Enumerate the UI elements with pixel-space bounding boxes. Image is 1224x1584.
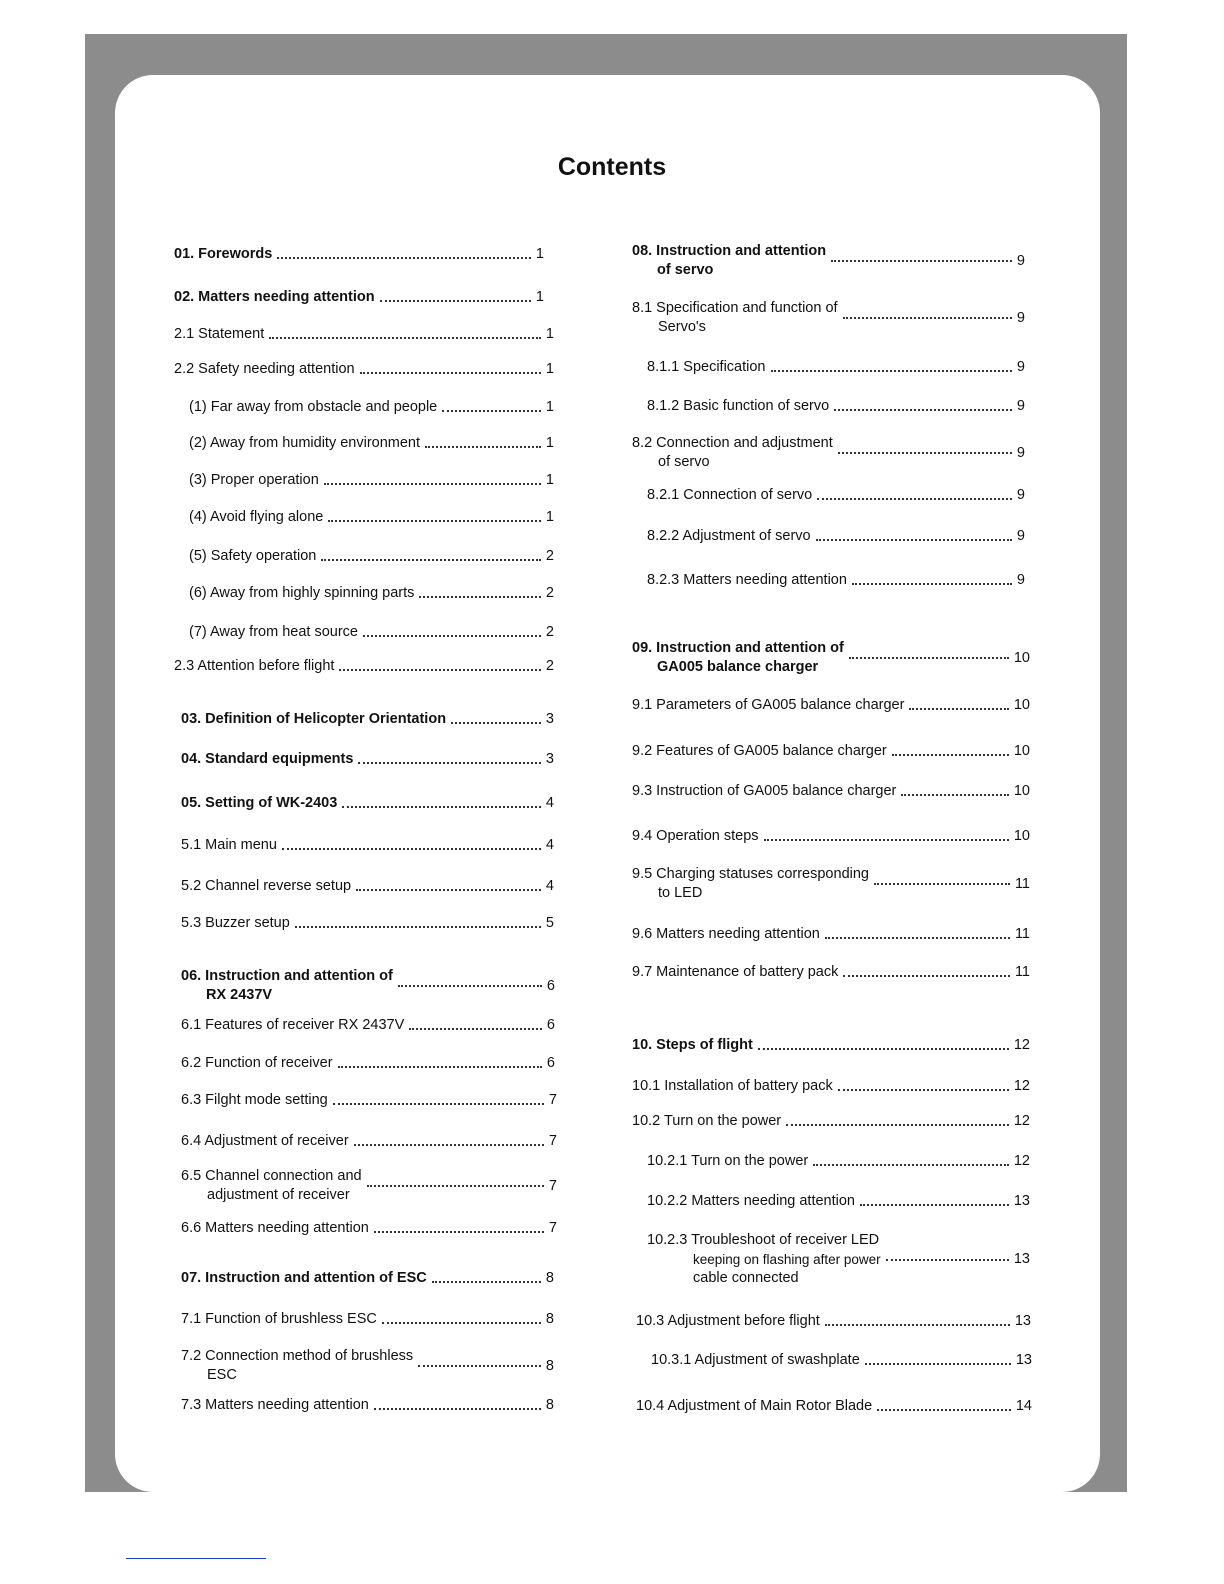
toc-entry-08[interactable] bbox=[632, 242, 1025, 280]
toc-leader-dots bbox=[877, 1409, 1011, 1411]
toc-leader-dots bbox=[324, 483, 541, 485]
toc-leader-dots bbox=[339, 669, 541, 671]
toc-entry-9-5[interactable] bbox=[632, 865, 1030, 903]
toc-entry-label: (5) Safety operation bbox=[189, 548, 317, 564]
toc-entry-9-7[interactable] bbox=[632, 963, 1030, 982]
toc-entry-label: 6.4 Adjustment of receiver bbox=[181, 1133, 349, 1149]
toc-entry-10-2-1[interactable] bbox=[647, 1152, 1030, 1171]
toc-page-number: 7 bbox=[548, 1177, 557, 1194]
toc-entry-2-2-3[interactable] bbox=[189, 471, 554, 490]
toc-leader-dots bbox=[838, 1089, 1009, 1091]
toc-entry-5-1[interactable] bbox=[181, 836, 554, 855]
toc-page-number: 10 bbox=[1013, 697, 1030, 713]
toc-page-number: 12 bbox=[1013, 1113, 1030, 1129]
toc-entry-label: 10.2.2 Matters needing attention bbox=[647, 1193, 855, 1209]
toc-leader-dots bbox=[758, 1048, 1009, 1050]
toc-leader-dots bbox=[764, 839, 1009, 841]
toc-entry-7-2[interactable] bbox=[181, 1347, 554, 1385]
toc-page-number: 1 bbox=[535, 289, 544, 305]
toc-entry-02[interactable] bbox=[174, 288, 544, 307]
toc-entry-label: 01. Forewords bbox=[174, 246, 273, 262]
toc-page-number: 8 bbox=[545, 1311, 554, 1327]
toc-entry-8-2-3[interactable] bbox=[647, 571, 1025, 590]
toc-entry-5-2[interactable] bbox=[181, 877, 554, 896]
toc-entry-label: 6.2 Function of receiver bbox=[181, 1055, 333, 1071]
toc-page-number: 12 bbox=[1013, 1078, 1030, 1094]
toc-page-number: 10 bbox=[1013, 743, 1030, 759]
toc-entry-9-2[interactable] bbox=[632, 742, 1030, 761]
toc-page-number: 8 bbox=[545, 1357, 554, 1374]
toc-entry-05[interactable] bbox=[181, 794, 554, 813]
toc-leader-dots bbox=[886, 1259, 1009, 1261]
toc-entry-2-2-1[interactable] bbox=[189, 398, 554, 417]
toc-leader-dots bbox=[892, 754, 1009, 756]
toc-page-number: 9 bbox=[1016, 398, 1025, 414]
toc-entry-label: 9.6 Matters needing attention bbox=[632, 926, 820, 942]
toc-page-number: 1 bbox=[545, 361, 554, 377]
toc-entry-2-2-5[interactable] bbox=[189, 547, 554, 566]
toc-entry-6-1[interactable] bbox=[181, 1016, 555, 1035]
toc-leader-dots bbox=[409, 1028, 542, 1030]
toc-page-number: 7 bbox=[548, 1092, 557, 1108]
toc-entry-label: 10.1 Installation of battery pack bbox=[632, 1078, 833, 1094]
toc-entry-label: (2) Away from humidity environment bbox=[189, 435, 421, 451]
toc-entry-label: 09. Instruction and attention of GA005 balance charger bbox=[632, 640, 844, 675]
toc-page-number: 1 bbox=[545, 509, 554, 525]
toc-leader-dots bbox=[771, 370, 1012, 372]
toc-entry-label: 2.2 Safety needing attention bbox=[174, 361, 355, 377]
toc-leader-dots bbox=[367, 1185, 544, 1187]
toc-page-number: 6 bbox=[546, 1017, 555, 1033]
toc-leader-dots bbox=[338, 1066, 542, 1068]
toc-entry-label: 10.3 Adjustment before flight bbox=[636, 1313, 820, 1329]
toc-page-number: 9 bbox=[1016, 309, 1025, 326]
toc-leader-dots bbox=[356, 889, 541, 891]
toc-page-number: 9 bbox=[1016, 252, 1025, 269]
toc-entry-8-1-1[interactable] bbox=[647, 358, 1025, 377]
toc-page-number: 12 bbox=[1013, 1037, 1030, 1053]
toc-entry-label: 9.4 Operation steps bbox=[632, 828, 759, 844]
toc-entry-label: 10.2.1 Turn on the power bbox=[647, 1153, 809, 1169]
toc-entry-label: (3) Proper operation bbox=[189, 472, 319, 488]
toc-entry-9-1[interactable] bbox=[632, 696, 1030, 715]
toc-page-number: 6 bbox=[546, 1055, 555, 1071]
toc-leader-dots bbox=[849, 657, 1009, 659]
toc-entry-label: 08. Instruction and attention of servo bbox=[632, 243, 827, 278]
toc-leader-dots bbox=[838, 452, 1012, 454]
toc-entry-label: 2.3 Attention before flight bbox=[174, 658, 335, 674]
toc-leader-dots bbox=[451, 722, 541, 724]
toc-entry-label: 03. Definition of Helicopter Orientation bbox=[181, 711, 447, 727]
toc-entry-2-2-4[interactable] bbox=[189, 508, 554, 527]
toc-page-number: 9 bbox=[1016, 528, 1025, 544]
toc-page-number: 5 bbox=[545, 915, 554, 931]
toc-entry-label: 9.5 Charging statuses corresponding to LED bbox=[632, 866, 869, 901]
toc-entry-9-3[interactable] bbox=[632, 782, 1030, 801]
toc-entry-label: 7.3 Matters needing attention bbox=[181, 1397, 369, 1413]
toc-entry-8-1[interactable] bbox=[632, 299, 1025, 337]
toc-entry-label: 9.7 Maintenance of battery pack bbox=[632, 964, 839, 980]
toc-entry-label: 9.3 Instruction of GA005 balance charger bbox=[632, 783, 897, 799]
toc-page-number: 4 bbox=[545, 878, 554, 894]
toc-leader-dots bbox=[831, 260, 1012, 262]
toc-page-number: 13 bbox=[1013, 1251, 1030, 1267]
toc-page-number: 2 bbox=[545, 548, 554, 564]
toc-leader-dots bbox=[813, 1164, 1009, 1166]
toc-leader-dots bbox=[852, 583, 1012, 585]
toc-entry-10-4[interactable] bbox=[636, 1397, 1032, 1416]
toc-page-number: 4 bbox=[545, 795, 554, 811]
toc-leader-dots bbox=[277, 257, 531, 259]
toc-page-number: 7 bbox=[548, 1133, 557, 1149]
toc-leader-dots bbox=[295, 926, 541, 928]
toc-entry-06[interactable] bbox=[181, 967, 555, 1005]
toc-entry-2-1[interactable] bbox=[174, 325, 554, 344]
toc-entry-label: 6.1 Features of receiver RX 2437V bbox=[181, 1017, 405, 1033]
toc-entry-7-3[interactable] bbox=[181, 1396, 554, 1415]
toc-page-number: 7 bbox=[548, 1220, 557, 1236]
toc-entry-label: 10.3.1 Adjustment of swashplate bbox=[651, 1352, 860, 1368]
toc-leader-dots bbox=[354, 1144, 544, 1146]
toc-entry-2-2-2[interactable] bbox=[189, 434, 554, 453]
toc-leader-dots bbox=[328, 520, 541, 522]
toc-leader-dots bbox=[363, 635, 541, 637]
toc-leader-dots bbox=[418, 1365, 541, 1367]
toc-page-number: 9 bbox=[1016, 572, 1025, 588]
toc-entry-label: 05. Setting of WK-2403 bbox=[181, 795, 338, 811]
toc-leader-dots bbox=[909, 708, 1008, 710]
toc-page-number: 1 bbox=[545, 435, 554, 451]
toc-entry-label: 10. Steps of flight bbox=[632, 1037, 753, 1053]
toc-entry-label: 10.2.3 Troubleshoot of receiver LED keeping on flashing after power cable connected bbox=[647, 1232, 881, 1286]
toc-leader-dots bbox=[398, 985, 542, 987]
toc-entry-6-4[interactable] bbox=[181, 1132, 557, 1151]
toc-page-number: 11 bbox=[1014, 964, 1030, 980]
toc-leader-dots bbox=[342, 806, 541, 808]
toc-entry-10-2-2[interactable] bbox=[647, 1192, 1030, 1211]
toc-entry-label: 8.1.1 Specification bbox=[647, 359, 766, 375]
toc-entry-label: 10.4 Adjustment of Main Rotor Blade bbox=[636, 1398, 873, 1414]
toc-page-number: 1 bbox=[545, 399, 554, 415]
toc-entry-6-2[interactable] bbox=[181, 1054, 555, 1073]
toc-leader-dots bbox=[825, 937, 1010, 939]
toc-entry-9-4[interactable] bbox=[632, 827, 1030, 846]
toc-entry-label: (7) Away from heat source bbox=[189, 624, 358, 640]
toc-leader-dots bbox=[442, 410, 541, 412]
toc-leader-dots bbox=[834, 409, 1012, 411]
toc-entry-label: 5.1 Main menu bbox=[181, 837, 277, 853]
toc-leader-dots bbox=[865, 1363, 1011, 1365]
toc-entry-label: 8.2.3 Matters needing attention bbox=[647, 572, 847, 588]
toc-entry-label: 5.3 Buzzer setup bbox=[181, 915, 290, 931]
toc-entry-6-3[interactable] bbox=[181, 1091, 557, 1110]
toc-page-number: 10 bbox=[1013, 649, 1030, 666]
toc-page-number: 3 bbox=[545, 711, 554, 727]
toc-entry-label: 04. Standard equipments bbox=[181, 751, 354, 767]
toc-entry-09[interactable] bbox=[632, 639, 1030, 677]
toc-entry-03[interactable] bbox=[181, 710, 554, 729]
toc-leader-dots bbox=[817, 498, 1012, 500]
toc-entry-6-5[interactable] bbox=[181, 1167, 557, 1205]
toc-leader-dots bbox=[382, 1322, 541, 1324]
toc-page-number: 8 bbox=[545, 1270, 554, 1286]
toc-leader-dots bbox=[786, 1124, 1009, 1126]
toc-entry-10-1[interactable] bbox=[632, 1077, 1030, 1096]
toc-entry-label: 8.1 Specification and function of Servo's bbox=[632, 300, 838, 335]
toc-leader-dots bbox=[321, 559, 541, 561]
toc-entry-7-1[interactable] bbox=[181, 1310, 554, 1329]
toc-leader-dots bbox=[901, 794, 1008, 796]
toc-leader-dots bbox=[425, 446, 541, 448]
toc-page-number: 1 bbox=[545, 326, 554, 342]
toc-leader-dots bbox=[843, 317, 1012, 319]
toc-page-number: 8 bbox=[545, 1397, 554, 1413]
toc-entry-6-6[interactable] bbox=[181, 1219, 557, 1238]
toc-entry-label: (1) Far away from obstacle and people bbox=[189, 399, 438, 415]
toc-leader-dots bbox=[419, 596, 541, 598]
toc-page-number: 6 bbox=[546, 977, 555, 994]
toc-page-number: 2 bbox=[545, 624, 554, 640]
toc-leader-dots bbox=[282, 848, 541, 850]
toc-entry-label: 7.2 Connection method of brushless ESC bbox=[181, 1348, 414, 1383]
toc-entry-label: 02. Matters needing attention bbox=[174, 289, 375, 305]
toc-page-number: 4 bbox=[545, 837, 554, 853]
toc-entry-label: 8.2.1 Connection of servo bbox=[647, 487, 813, 503]
toc-leader-dots bbox=[843, 975, 1010, 977]
toc-leader-dots bbox=[269, 337, 541, 339]
toc-entry-10-3-1[interactable] bbox=[651, 1351, 1032, 1370]
toc-page-number: 2 bbox=[545, 585, 554, 601]
toc-entry-label: 8.1.2 Basic function of servo bbox=[647, 398, 830, 414]
toc-page-number: 13 bbox=[1014, 1313, 1031, 1329]
toc-leader-dots bbox=[333, 1103, 544, 1105]
toc-entry-label: 8.2 Connection and adjustment of servo bbox=[632, 435, 833, 470]
toc-leader-dots bbox=[358, 762, 540, 764]
toc-leader-dots bbox=[380, 300, 531, 302]
toc-entry-8-1-2[interactable] bbox=[647, 397, 1025, 416]
toc-entry-label: 2.1 Statement bbox=[174, 326, 265, 342]
toc-page-number: 9 bbox=[1016, 359, 1025, 375]
toc-page-number: 3 bbox=[545, 751, 554, 767]
toc-page-number: 12 bbox=[1013, 1153, 1030, 1169]
toc-page-number: 13 bbox=[1013, 1193, 1030, 1209]
toc-entry-2-3[interactable] bbox=[174, 657, 554, 676]
toc-page-number: 10 bbox=[1013, 783, 1030, 799]
toc-entry-label: 9.2 Features of GA005 balance charger bbox=[632, 743, 887, 759]
toc-entry-label: 06. Instruction and attention of RX 2437V bbox=[181, 968, 393, 1003]
toc-entry-label: 9.1 Parameters of GA005 balance charger bbox=[632, 697, 905, 713]
toc-entry-8-2-2[interactable] bbox=[647, 527, 1025, 546]
toc-entry-10-3[interactable] bbox=[636, 1312, 1031, 1331]
toc-entry-8-2-1[interactable] bbox=[647, 486, 1025, 505]
page-title: Contents bbox=[557, 153, 667, 181]
toc-entry-label: 7.1 Function of brushless ESC bbox=[181, 1311, 377, 1327]
toc-entry-2-2[interactable] bbox=[174, 360, 554, 379]
toc-leader-dots bbox=[360, 372, 541, 374]
toc-entry-8-2[interactable] bbox=[632, 434, 1025, 472]
toc-entry-label: 6.3 Filght mode setting bbox=[181, 1092, 328, 1108]
toc-page-number: 11 bbox=[1014, 926, 1030, 942]
toc-entry-2-2-6[interactable] bbox=[189, 584, 554, 603]
footer-link-line bbox=[126, 1558, 266, 1559]
toc-entry-01[interactable] bbox=[174, 245, 544, 264]
toc-page-number: 1 bbox=[535, 246, 544, 262]
toc-entry-2-2-7[interactable] bbox=[189, 623, 554, 642]
toc-entry-label: 10.2 Turn on the power bbox=[632, 1113, 782, 1129]
toc-leader-dots bbox=[874, 883, 1010, 885]
toc-entry-label: (6) Away from highly spinning parts bbox=[189, 585, 415, 601]
toc-entry-label: 5.2 Channel reverse setup bbox=[181, 878, 352, 894]
toc-page-number: 14 bbox=[1015, 1398, 1032, 1414]
toc-entry-04[interactable] bbox=[181, 750, 554, 769]
toc-entry-label: 8.2.2 Adjustment of servo bbox=[647, 528, 811, 544]
toc-entry-10-2[interactable] bbox=[632, 1112, 1030, 1131]
toc-leader-dots bbox=[374, 1408, 541, 1410]
toc-page-number: 2 bbox=[545, 658, 554, 674]
toc-entry-07[interactable] bbox=[181, 1269, 554, 1288]
toc-entry-10[interactable] bbox=[632, 1036, 1030, 1055]
toc-leader-dots bbox=[825, 1324, 1010, 1326]
toc-page-number: 9 bbox=[1016, 444, 1025, 461]
toc-entry-label: (4) Avoid flying alone bbox=[189, 509, 324, 525]
toc-entry-10-2-3[interactable] bbox=[647, 1231, 1030, 1288]
toc-entry-label: 6.6 Matters needing attention bbox=[181, 1220, 369, 1236]
toc-leader-dots bbox=[816, 539, 1012, 541]
toc-page-number: 10 bbox=[1013, 828, 1030, 844]
toc-page-number: 11 bbox=[1014, 875, 1030, 892]
toc-entry-9-6[interactable] bbox=[632, 925, 1030, 944]
toc-leader-dots bbox=[432, 1281, 541, 1283]
toc-entry-label: 07. Instruction and attention of ESC bbox=[181, 1270, 427, 1286]
toc-entry-label: 6.5 Channel connection and adjustment of receiver bbox=[181, 1168, 362, 1203]
toc-leader-dots bbox=[374, 1231, 544, 1233]
toc-page-number: 9 bbox=[1016, 487, 1025, 503]
toc-page-number: 1 bbox=[545, 472, 554, 488]
toc-entry-5-3[interactable] bbox=[181, 914, 554, 933]
toc-page-number: 13 bbox=[1015, 1352, 1032, 1368]
toc-leader-dots bbox=[860, 1204, 1009, 1206]
